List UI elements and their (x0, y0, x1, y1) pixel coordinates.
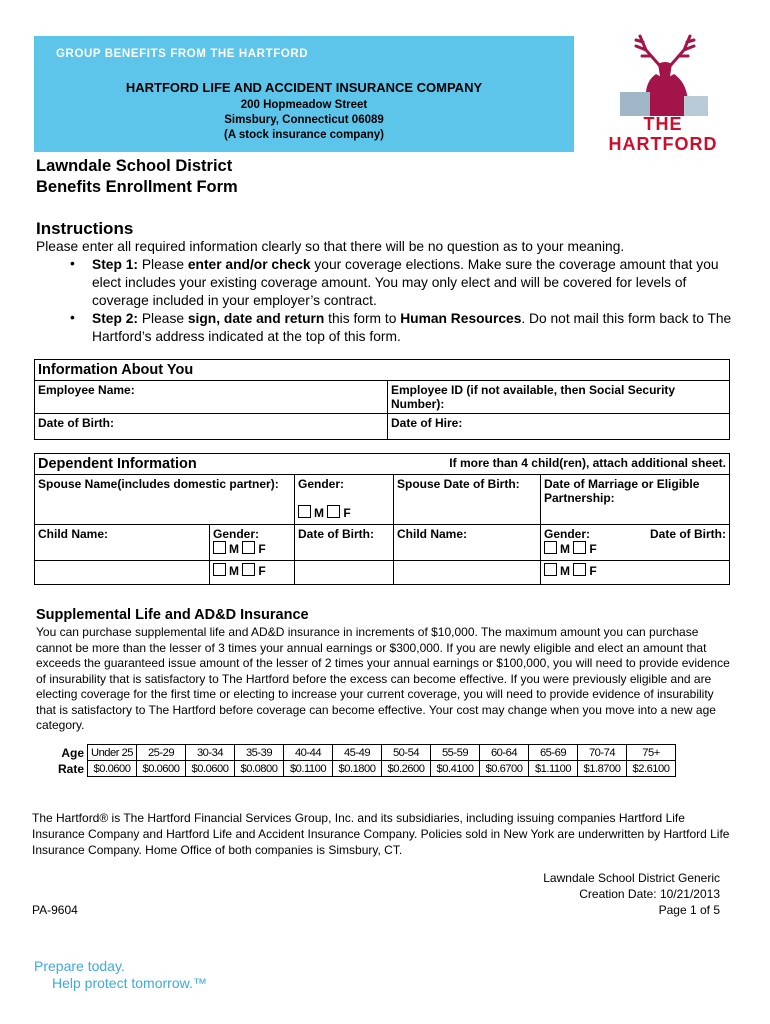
child-name-field[interactable]: Child Name: (35, 525, 210, 561)
about-you-title-cell (35, 360, 730, 381)
logo-the: THE (643, 114, 683, 134)
rate-cell: $0.1800 (333, 761, 382, 777)
rate-table (56, 744, 676, 777)
child2-gender-m-checkbox[interactable] (544, 541, 557, 554)
spouse-gender-m-checkbox[interactable] (298, 505, 311, 518)
doh-field[interactable]: Date of Hire: (388, 414, 730, 440)
age-cell: 50-54 (382, 745, 431, 761)
age-label: Age (61, 745, 85, 760)
rate-cell: $0.1100 (284, 761, 333, 777)
child-name-field[interactable] (35, 561, 210, 585)
form-title-line2: Benefits Enrollment Form (36, 178, 238, 196)
step2-text: Step 2: Please sign, date and return this form to Human Resources. Do not mail this form back to The Hartford’s address indicated at the top of this form. (92, 311, 732, 344)
slogan-line2: Help protect tomorrow.™ (52, 975, 207, 991)
footer-info (460, 870, 720, 918)
rate-cell: $0.0600 (137, 761, 186, 777)
form-id: PA-9604 (32, 903, 78, 917)
child-name-field[interactable]: Child Name: (394, 525, 541, 561)
footer-creation-date: Creation Date: 10/21/2013 (579, 887, 720, 901)
rate-cell: $0.0800 (235, 761, 284, 777)
age-cell: 25-29 (137, 745, 186, 761)
form-title-line1: Lawndale School District (36, 157, 233, 175)
child-dob-field[interactable] (621, 561, 730, 585)
spouse-gender-f-checkbox[interactable] (327, 505, 340, 518)
instructions-intro: Please enter all required information clearly so that there will be no question as to your meaning. (36, 239, 625, 254)
child3-gender-m-checkbox[interactable] (213, 563, 226, 576)
marriage-date-field[interactable]: Date of Marriage or Eligible Partnership: (541, 475, 730, 525)
child-gender-field: M F (541, 561, 622, 585)
address-line3: (A stock insurance company) (224, 129, 384, 141)
rate-cell: $0.0600 (88, 761, 137, 777)
age-row (56, 745, 676, 761)
dependent-title: Dependent Information (38, 456, 197, 472)
spouse-dob-field[interactable]: Spouse Date of Birth: (394, 475, 541, 525)
rate-cell: $0.6700 (480, 761, 529, 777)
about-you-title: Information About You (38, 362, 194, 378)
instructions-heading: Instructions (36, 219, 134, 238)
address-line2: Simsbury, Connecticut 06089 (224, 114, 384, 126)
age-cell: 55-59 (431, 745, 480, 761)
dob-field[interactable]: Date of Birth: (35, 414, 388, 440)
age-cell: 70-74 (578, 745, 627, 761)
child-dob-field[interactable] (295, 561, 394, 585)
child4-gender-m-checkbox[interactable] (544, 563, 557, 576)
step1-text: Step 1: Please enter and/or check your coverage elections. Make sure the coverage amount that you elect includes your existing coverage amount. You may only elect and will be covered for levels of coverage included in your employer’s contract. (92, 257, 719, 308)
child2-gender-f-checkbox[interactable] (573, 541, 586, 554)
dependent-title-cell (35, 454, 394, 475)
age-cell: 75+ (627, 745, 676, 761)
rate-cell: $0.0600 (186, 761, 235, 777)
rate-cell: $0.4100 (431, 761, 480, 777)
about-you-table (34, 359, 730, 440)
dependent-note-cell (394, 454, 730, 475)
child-gender-field: Gender: M F (210, 525, 295, 561)
rate-cell: $1.8700 (578, 761, 627, 777)
supplemental-text: You can purchase supplemental life and AD&D insurance in increments of $10,000. The maximum amount you can purchase cannot be more than the lesser of 3 times your annual earnings or $300,000. If you are newly eligible and elect an amount that exceeds the guaranteed issue amount of the lesser of 2 times your annual earnings or $100,000, you will need to provide evidence of insurability that is satisfactory to The Hartford before the excess can become effective. If you were previously eligible and are electing coverage for the first time or electing to increase your current coverage, you will need to provide evidence of insurability that is satisfactory to The Hartford before coverage can become effective. Your cost may change when you move into a new age category. (36, 625, 730, 732)
header-banner (34, 36, 574, 152)
rate-cell: $1.1100 (529, 761, 578, 777)
rate-label: Rate (58, 761, 85, 776)
employee-id-field[interactable]: Employee ID (if not available, then Social Security Number): (388, 381, 730, 414)
child-dob-field[interactable]: Date of Birth: (295, 525, 394, 561)
child-dob-field[interactable]: Date of Birth: (621, 525, 730, 561)
age-cell: 35-39 (235, 745, 284, 761)
company-name: HARTFORD LIFE AND ACCIDENT INSURANCE COMPANY (125, 80, 483, 95)
logo-hartford: HARTFORD (608, 134, 718, 154)
child1-gender-f-checkbox[interactable] (242, 541, 255, 554)
supplemental-title: Supplemental Life and AD&D Insurance (36, 607, 309, 623)
spouse-gender-field: Gender: M F (295, 475, 394, 525)
age-cell: 60-64 (480, 745, 529, 761)
slogan-line1: Prepare today. (34, 958, 125, 974)
child-gender-field: M F (210, 561, 295, 585)
footer-generic: Lawndale School District Generic (543, 871, 720, 885)
age-cell: Under 25 (88, 745, 137, 761)
employee-name-field[interactable]: Employee Name: (35, 381, 388, 414)
child1-gender-m-checkbox[interactable] (213, 541, 226, 554)
rate-cell: $2.6100 (627, 761, 676, 777)
rate-row (56, 761, 676, 777)
footer-page: Page 1 of 5 (658, 903, 720, 917)
bullet-icon: • (70, 310, 75, 325)
age-cell: 65-69 (529, 745, 578, 761)
age-cell: 30-34 (186, 745, 235, 761)
address-line1: 200 Hopmeadow Street (240, 99, 368, 111)
stag-icon (596, 32, 730, 116)
rate-cell: $0.2600 (382, 761, 431, 777)
hartford-logo (596, 32, 730, 156)
age-cell: 45-49 (333, 745, 382, 761)
bullet-icon: • (70, 256, 75, 271)
child3-gender-f-checkbox[interactable] (242, 563, 255, 576)
child4-gender-f-checkbox[interactable] (573, 563, 586, 576)
child-name-field[interactable] (394, 561, 541, 585)
dependent-note: If more than 4 child(ren), attach additional sheet. (449, 456, 726, 470)
dependent-table (34, 453, 730, 585)
banner-tagline: GROUP BENEFITS FROM THE HARTFORD (56, 48, 309, 60)
spouse-name-field[interactable]: Spouse Name(includes domestic partner): (35, 475, 295, 525)
child-gender-field: Gender: M F (541, 525, 622, 561)
disclaimer: The Hartford® is The Hartford Financial Services Group, Inc. and its subsidiaries, including issuing companies Hartford Life Insurance Company and Hartford Life and Accident Insurance Company. Policies sold in New York are underwritten by Hartford Life Insurance Company. Home Office of both companies is Simsbury, CT. (32, 811, 730, 857)
age-cell: 40-44 (284, 745, 333, 761)
